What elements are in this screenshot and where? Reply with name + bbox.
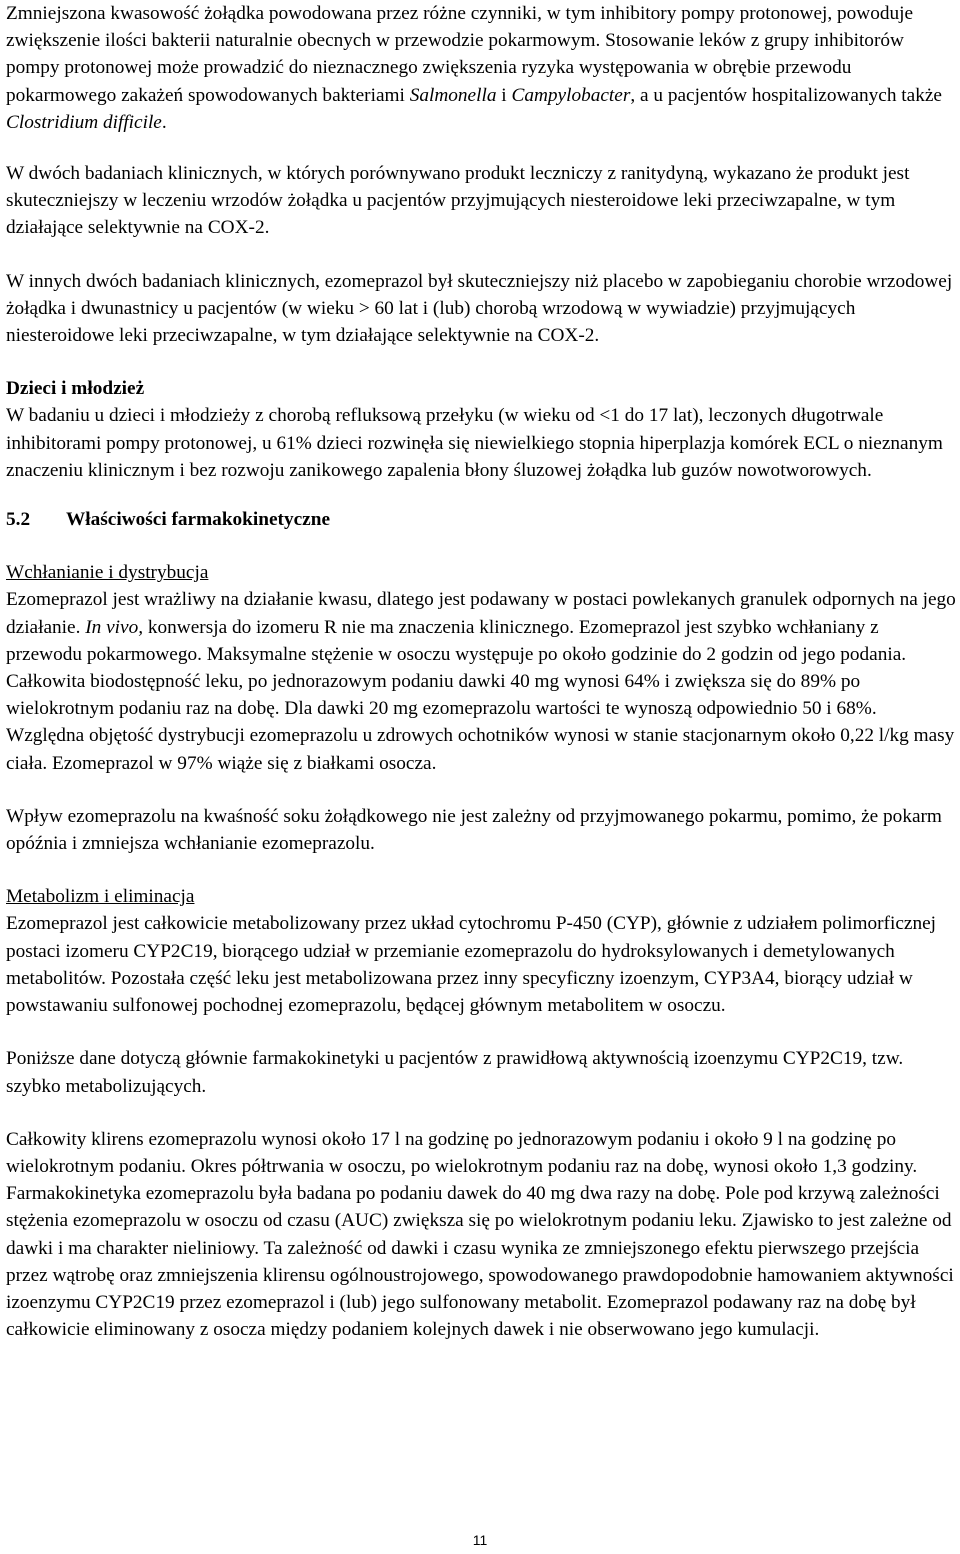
intro-paragraph-ranitidine: W dwóch badaniach klinicznych, w których porównywano produkt leczniczy z ranitydyną, wykazano że produkt jest skuteczniejszy w leczeniu wrzodów żołądka u pacjentów przyjmujących niesteroidowe leki przeciwzapalne, w tym działające selektywnie na COX-2. <box>6 163 910 239</box>
intro-text-3: , a u pacjentów hospitalizowanych także <box>630 84 942 106</box>
intro-paragraph-placebo: W innych dwóch badaniach klinicznych, ezomeprazol był skuteczniejszy niż placebo w zapobieganiu chorobie wrzodowej żołądka i dwunastnicy u pacjentów (w wieku > 60 lat i (lub) chorobą wrzodową w wywiadzie) przyjmujących niesteroidowe leki przeciwzapalne, w tym działające selektywnie na COX-2. <box>6 270 953 347</box>
intro-text-4: . <box>161 111 167 133</box>
clearance-paragraph: Całkowity klirens ezomeprazolu wynosi około 17 l na godzinę po jednorazowym podaniu i około 9 l na godzinę po wielokrotnym podaniu. Okres półtrwania w osoczu, po wielokrotnym podaniu raz na dobę, wynosi około 1,3 godziny. Farmakokinetyka ezomeprazolu była badana po podaniu dawek do 40 mg dwa razy na dobę. Pole pod krzywą zależności stężenia ezomeprazolu w osoczu od czasu (AUC) zwiększa się po wielokrotnym podaniu leku. Zjawisko to jest zależne od dawki i ma charakter nieliniowy. Ta zależność od dawki i czasu wynika ze zmniejszonego efektu pierwszego przejścia przez wątrobę oraz zmniejszenia klirensu ogólnoustrojowego, spowodowanego prawdopodobnie hamowaniem aktywności izoenzymu CYP2C19 przez ezomeprazol i (lub) jego sulfonowany metabolit. Ezomeprazol podawany raz na dobę był całkowicie eliminowany z osocza między podaniem kolejnych dawek i nie obserwowano jego kumulacji. <box>6 1128 954 1341</box>
food-effect-paragraph: Wpływ ezomeprazolu na kwaśność soku żołądkowego nie jest zależny od przyjmowanego pokarmu, pomimo, że pokarm opóźnia i zmniejsza wchłanianie ezomeprazolu. <box>6 805 942 855</box>
salmonella-term: Salmonella <box>409 84 497 106</box>
intro-text-2: i <box>496 84 512 106</box>
children-paragraph: W badaniu u dzieci i młodzieży z chorobą refluksową przełyku (w wieku od <1 do 17 lat), leczonych długotrwale inhibitorami pompy protonowej, u 61% dzieci rozwinęła się niewielkiego stopnia hiperplazja komórek ECL o nieznanym znaczeniu klinicznym i bez rozwoju zanikowego zapalenia błony śluzowej żołądka lub guzów nowotworowych. <box>6 405 943 481</box>
section-number: 5.2 <box>6 509 31 531</box>
absorption-text-1: Ezomeprazol jest wrażliwy na działanie kwasu, dlatego jest podawany w postaci powlekanych granulek odpornych na jego działanie. <box>6 589 956 638</box>
clostridium-term: Clostridium difficile <box>6 111 162 133</box>
children-heading: Dzieci i młodzież <box>6 378 145 400</box>
section-title-text: Właściwości farmakokinetyczne <box>66 509 331 531</box>
intro-paragraph-bacteria <box>6 0 956 136</box>
page-number: 11 <box>472 1532 488 1548</box>
intro-text-1: Zmniejszona kwasowość żołądka powodowana przez różne czynniki, w tym inhibitory pompy protonowej, powoduje zwiększenie ilości bakterii naturalnie obecnych w przewodzie pokarmowym. Stosowanie leków z grupy inhibitorów pompy protonowej może prowadzić do nieznacznego zwiększenia ryzyka występowania w obrębie przewodu pokarmowego zakażeń spowodowanych bakteriami <box>6 3 914 106</box>
in-vivo-term: In vivo, <box>85 616 144 638</box>
absorption-text-2: konwersja do izomeru R nie ma znaczenia klinicznego. Ezomeprazol jest szybko wchłaniany z przewodu pokarmowego. Maksymalne stężenie w osoczu występuje po około godzinie do 2 godzin od jego podania. Całkowita biodostępność leku, po jednorazowym podaniu dawki 40 mg wynosi 64% i zwiększa się do 89% po wielokrotnym podaniu raz na dobę. Dla dawki 20 mg ezomeprazolu wartości te wynoszą odpowiednio 50 i 68%. Względna objętość dystrybucji ezomeprazolu u zdrowych ochotników wynosi w stanie stacjonarnym około 0,22 l/kg masy ciała. Ezomeprazol w 97% wiąże się z białkami osocza. <box>6 616 955 774</box>
metabolism-paragraph: Ezomeprazol jest całkowicie metabolizowany przez układ cytochromu P-450 (CYP), głównie z udziałem polimorficznej postaci izomeru CYP2C19, biorącego udział w przemianie ezomeprazolu do hydroksylowanych i demetylowanych metabolitów. Pozostała część leku jest metabolizowana przez inny specyficzny izoenzym, CYP3A4, biorący udział w powstawaniu sulfonowej pochodnej ezomeprazolu, będącej głównym metabolitem w osoczu. <box>6 913 937 1017</box>
campylobacter-term: Campylobacter <box>511 84 631 106</box>
absorption-heading: Wchłanianie i dystrybucja <box>6 562 209 584</box>
section-title <box>6 506 956 533</box>
document-page <box>6 0 956 1343</box>
metabolism-heading: Metabolizm i eliminacja <box>6 886 195 908</box>
absorption-paragraph <box>6 586 956 776</box>
cyp2c19-paragraph: Poniższe dane dotyczą głównie farmakokinetyki u pacjentów z prawidłową aktywnością izoenzymu CYP2C19, tzw. szybko metabolizujących. <box>6 1048 904 1097</box>
